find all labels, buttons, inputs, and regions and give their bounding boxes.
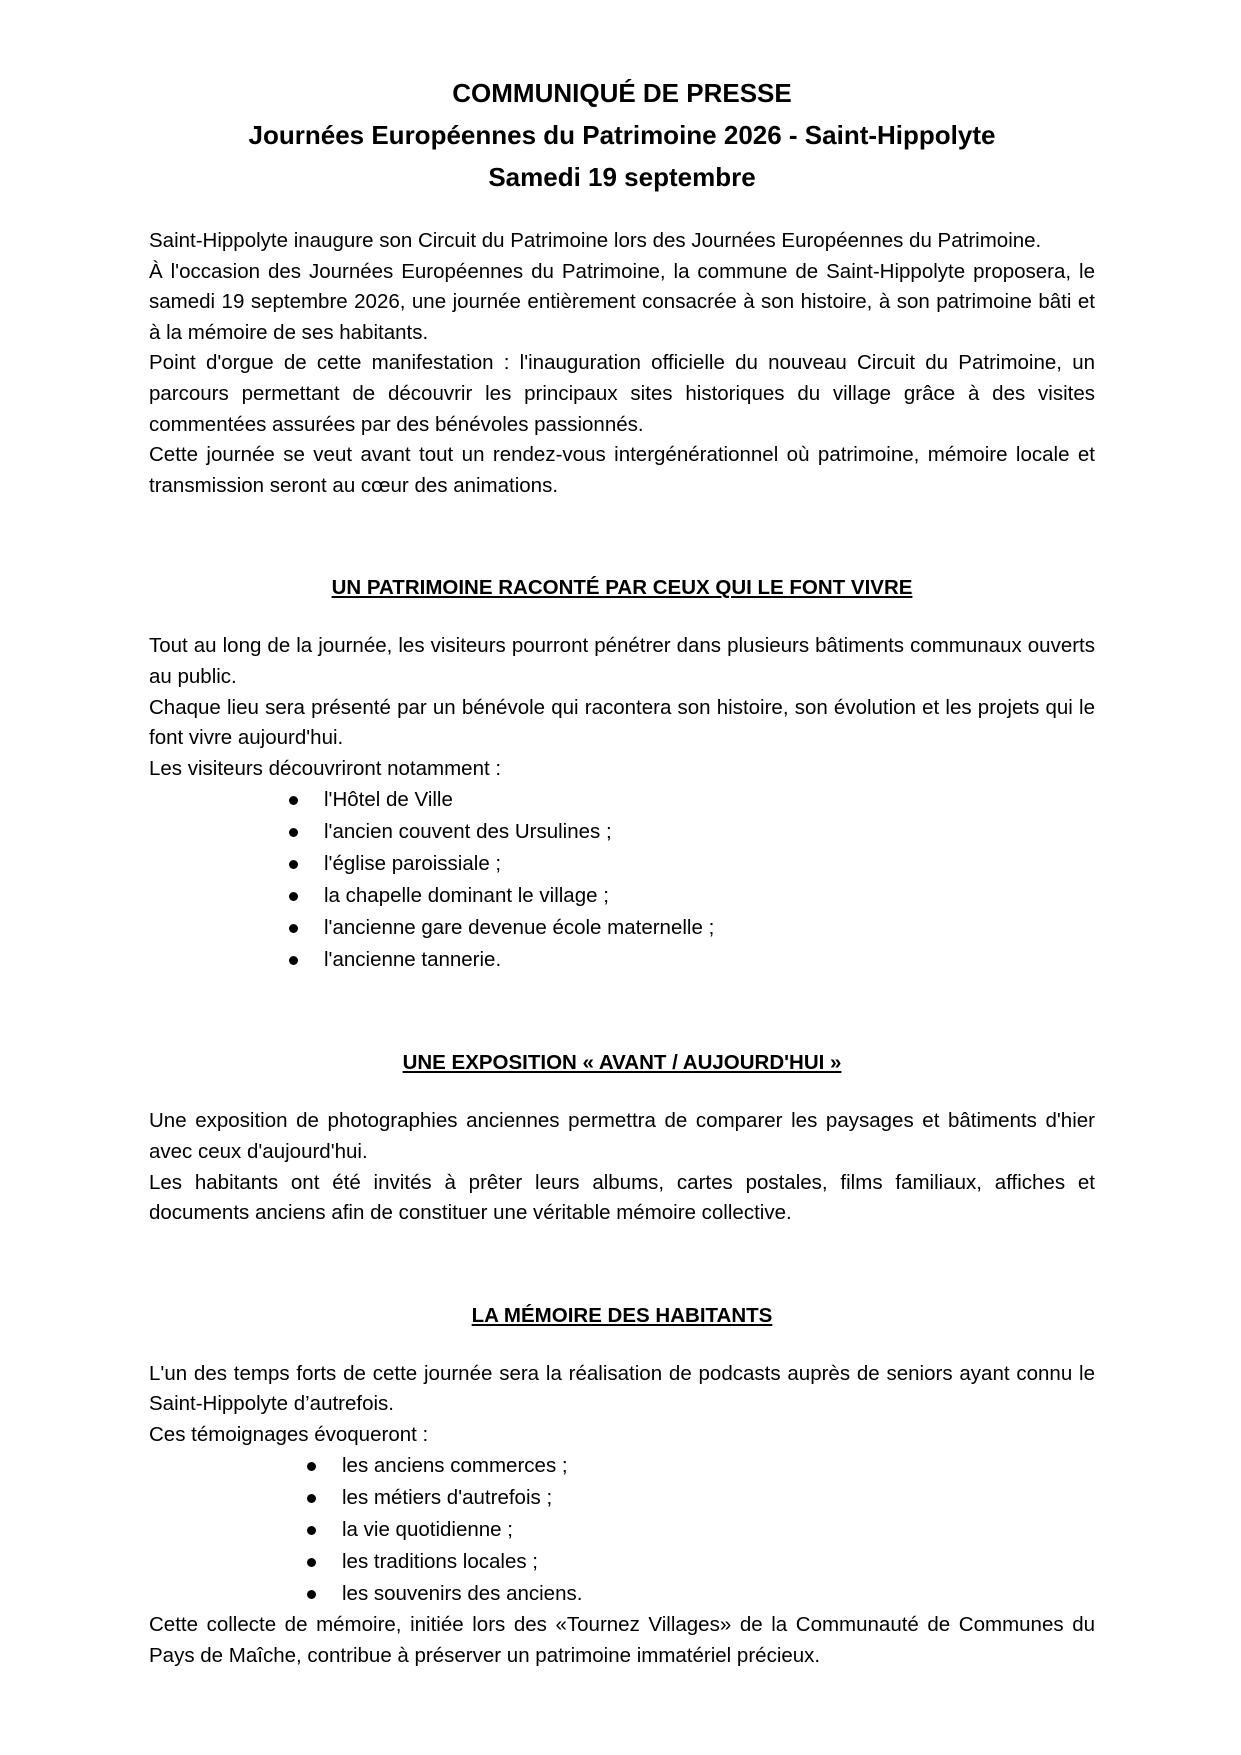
intro-paragraph-2: À l'occasion des Journées Européennes du Patrimoine, la commune de Saint-Hippolyte proposera, le samedi 19 septembre 2026, une journée entièrement consacrée à son histoire, à son patrimoine bâti et à la mémoire de ses habitants. bbox=[149, 259, 1095, 344]
document-title: COMMUNIQUÉ DE PRESSE bbox=[452, 78, 792, 108]
intro-paragraph-3: Point d'orgue de cette manifestation : l'inauguration officielle du nouveau Circuit du Patrimoine, un parcours permettant de découvrir les principaux sites historiques du village grâce à des visites commentées assurées par des bénévoles passionnés. bbox=[149, 351, 1095, 436]
list-item: les souvenirs des anciens. bbox=[149, 1578, 1095, 1610]
list-item: l'ancienne gare devenue école maternelle ; bbox=[149, 912, 1095, 944]
section-heritage bbox=[149, 573, 1095, 976]
testimonies-list bbox=[149, 1450, 1095, 1610]
list-item: les anciens commerces ; bbox=[149, 1450, 1095, 1482]
list-item: l'église paroissiale ; bbox=[149, 848, 1095, 880]
buildings-list bbox=[149, 784, 1095, 976]
memory-paragraph-3: Cette collecte de mémoire, initiée lors des «Tournez Villages» de la Communauté de Communes du Pays de Maîche, contribue à préserver un patrimoine immatériel précieux. bbox=[149, 1613, 1095, 1668]
press-release-header bbox=[149, 72, 1095, 198]
heritage-paragraph-2: Chaque lieu sera présenté par un bénévole qui racontera son histoire, son évolution et les projets qui le font vivre aujourd'hui. bbox=[149, 695, 1095, 750]
list-item: la vie quotidienne ; bbox=[149, 1514, 1095, 1546]
section-heading-heritage: UN PATRIMOINE RACONTÉ PAR CEUX QUI LE FONT VIVRE bbox=[331, 576, 913, 600]
list-item: la chapelle dominant le village ; bbox=[149, 880, 1095, 912]
event-title: Journées Européennes du Patrimoine 2026 - Saint-Hippolyte bbox=[248, 120, 996, 150]
list-item: l'ancien couvent des Ursulines ; bbox=[149, 816, 1095, 848]
list-item: l'Hôtel de Ville bbox=[149, 784, 1095, 816]
heritage-paragraph-3: Les visiteurs découvriront notamment : bbox=[149, 756, 502, 780]
list-item: l'ancienne tannerie. bbox=[149, 944, 1095, 976]
event-date: Samedi 19 septembre bbox=[488, 162, 756, 192]
list-item: les métiers d'autrefois ; bbox=[149, 1482, 1095, 1514]
section-heading-exhibition: UNE EXPOSITION « AVANT / AUJOURD'HUI » bbox=[402, 1051, 842, 1075]
section-memory bbox=[149, 1301, 1095, 1672]
list-item: les traditions locales ; bbox=[149, 1546, 1095, 1578]
exhibition-paragraph-1: Une exposition de photographies anciennes permettra de comparer les paysages et bâtiments d'hier avec ceux d'aujourd'hui. bbox=[149, 1109, 1095, 1163]
memory-paragraph-2: Ces témoignages évoqueront : bbox=[149, 1422, 429, 1446]
intro-paragraph-4: Cette journée se veut avant tout un rendez-vous intergénérationnel où patrimoine, mémoire locale et transmission seront au cœur des animations. bbox=[149, 443, 1095, 497]
section-heading-memory: LA MÉMOIRE DES HABITANTS bbox=[471, 1303, 773, 1327]
memory-paragraph-1: L'un des temps forts de cette journée sera la réalisation de podcasts auprès de seniors ayant connu le Saint-Hippolyte d’autrefois. bbox=[149, 1361, 1095, 1416]
intro-paragraph-1: Saint-Hippolyte inaugure son Circuit du Patrimoine lors des Journées Européennes du Patrimoine. bbox=[149, 229, 1042, 252]
heritage-paragraph-1: Tout au long de la journée, les visiteurs pourront pénétrer dans plusieurs bâtiments communaux ouverts au public. bbox=[149, 634, 1095, 688]
intro-section bbox=[149, 226, 1095, 501]
section-exhibition bbox=[149, 1048, 1095, 1228]
document-page bbox=[149, 72, 1095, 1672]
exhibition-paragraph-2: Les habitants ont été invités à prêter leurs albums, cartes postales, films familiaux, affiches et documents anciens afin de constituer une véritable mémoire collective. bbox=[149, 1170, 1095, 1225]
